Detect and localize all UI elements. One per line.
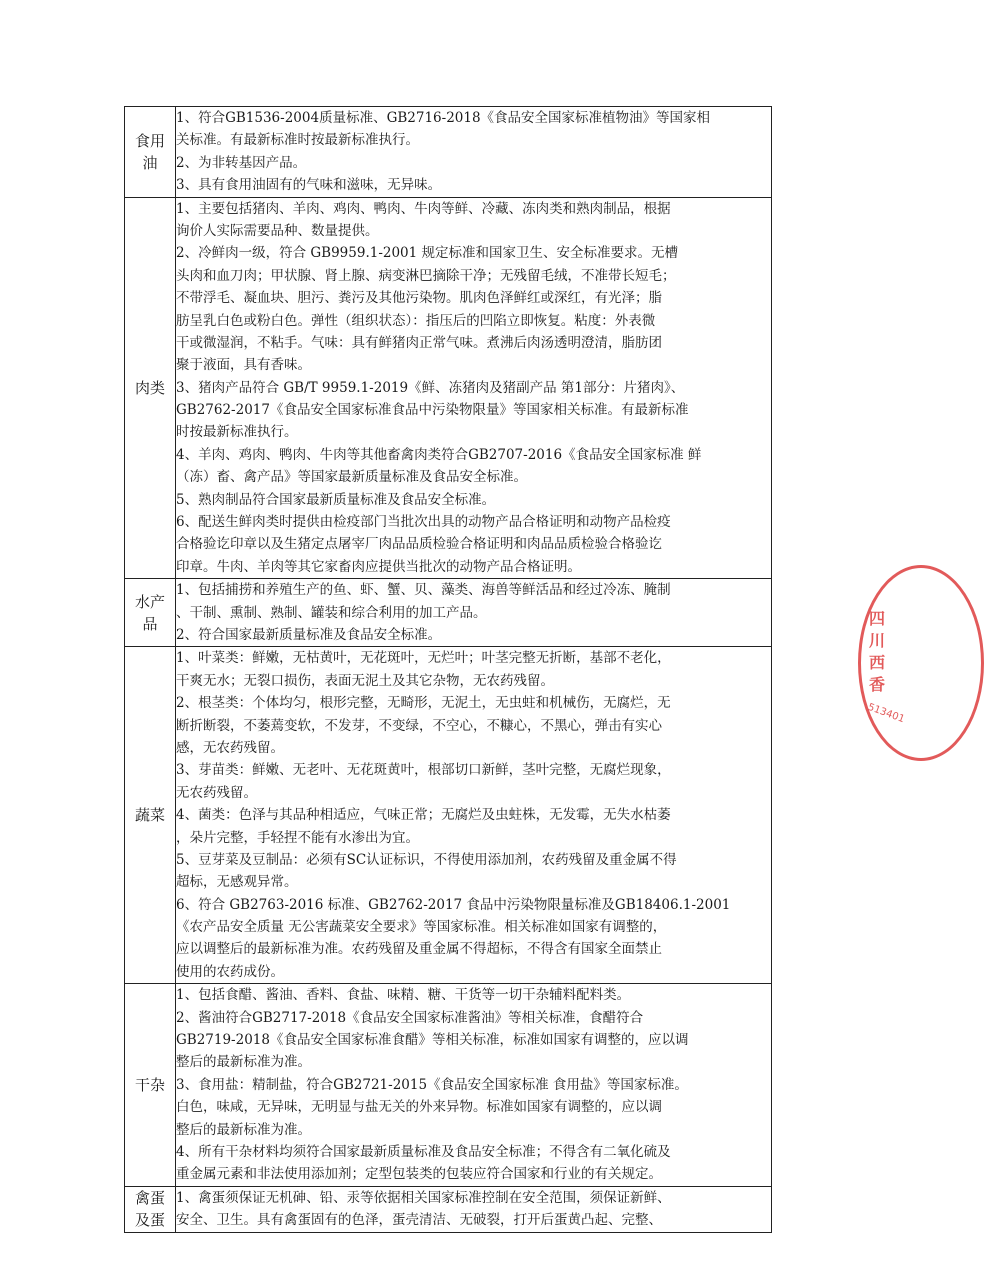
category-label: 及蛋 xyxy=(134,1211,165,1230)
table-row xyxy=(125,579,772,647)
requirement-line: 4、菌类：色泽与其品种相适应，气味正常；无腐烂及虫蛀株，无发霉，无失水枯萎 xyxy=(176,807,671,824)
requirement-line: （冻）畜、禽产品》等国家最新质量标准及食品安全标准。 xyxy=(176,469,527,486)
requirement-line: 3、猪肉产品符合 GB/T 9959.1-2019《鲜、冻猪肉及猪副产品 第1部分：片猪肉》、 xyxy=(176,379,685,396)
requirement-line: 断折断裂，不萎蔫变软，不发芽，不变绿，不空心，不糠心，不黑心，弹击有实心 xyxy=(176,717,662,734)
requirement-line: 2、为非转基因产品。 xyxy=(176,154,307,171)
requirement-line: 超标，无感观异常。 xyxy=(176,874,298,891)
category-cell xyxy=(125,107,176,198)
requirement-line: 1、包括食醋、酱油、香料、食盐、味精、糖、干货等一切干杂辅料配料类。 xyxy=(176,987,631,1004)
requirement-line: 头肉和血刀肉；甲状腺、肾上腺、病变淋巴摘除干净；无残留毛绒，不准带长短毛； xyxy=(176,267,676,284)
requirement-line: 1、包括捕捞和养殖生产的鱼、虾、蟹、贝、藻类、海兽等鲜活品和经过冷冻、腌制 xyxy=(176,582,671,599)
category-label: 干杂 xyxy=(134,1075,165,1094)
requirement-line: 无农药残留。 xyxy=(176,784,257,801)
table-row xyxy=(125,1186,772,1232)
requirement-cell xyxy=(176,984,772,1187)
requirement-line: 6、符合 GB2763-2016 标准、GB2762-2017 食品中污染物限量标准及GB18406.1-2001 xyxy=(176,896,731,913)
requirement-line: 1、符合GB1536-2004质量标准、GB2716-2018《食品安全国家标准植物油》等国家相 xyxy=(176,110,711,126)
category-cell xyxy=(125,197,176,579)
requirement-line: 使用的农药成份。 xyxy=(176,963,284,980)
requirement-line: 4、羊肉、鸡肉、鸭肉、牛肉等其他畜禽肉类符合GB2707-2016《食品安全国家标准 鲜 xyxy=(176,446,702,463)
category-cell xyxy=(125,647,176,984)
requirement-line: 重金属元素和非法使用添加剂；定型包装类的包装应符合国家和行业的有关规定。 xyxy=(176,1166,662,1183)
requirement-cell xyxy=(176,197,772,579)
requirement-line: 1、主要包括猪肉、羊肉、鸡肉、鸭肉、牛肉等鲜、冷藏、冻肉类和熟肉制品，根据 xyxy=(176,200,671,217)
category-label: 蔬菜 xyxy=(134,806,165,825)
requirement-line: 应以调整后的最新标准为准。农药残留及重金属不得超标，不得含有国家全面禁止 xyxy=(176,941,662,958)
category-label: 水产 xyxy=(134,592,165,611)
requirement-line: 肪呈乳白色或粉白色。弹性（组织状态）：指压后的凹陷立即恢复。粘度：外表微 xyxy=(176,312,656,329)
requirement-line: 询价人实际需要品种、数量提供。 xyxy=(176,222,379,239)
category-cell xyxy=(125,1186,176,1232)
table-row xyxy=(125,984,772,1187)
requirement-line: 《农产品安全质量 无公害蔬菜安全要求》等国家标准。相关标准如国家有调整的， xyxy=(176,919,667,936)
requirement-line: 合格验讫印章以及生猪定点屠宰厂肉品品质检验合格证明和肉品品质检验合格验讫 xyxy=(176,536,662,553)
requirement-line: 干爽无水；无裂口损伤，表面无泥土及其它杂物，无农药残留。 xyxy=(176,672,554,689)
category-label: 禽蛋 xyxy=(134,1189,165,1208)
requirement-line: 关标准。有最新标准时按最新标准执行。 xyxy=(176,132,419,149)
requirement-line: 整后的最新标准为准。 xyxy=(176,1054,311,1071)
requirement-line: GB2719-2018《食品安全国家标准食醋》等相关标准，标准如国家有调整的，应以调 xyxy=(176,1032,689,1049)
requirement-line: 不带浮毛、凝血块、胆污、粪污及其他污染物。肌肉色泽鲜红或深红，有光泽；脂 xyxy=(176,290,662,307)
requirement-line: 白色，味咸，无异味，无明显与盐无关的外来异物。标准如国家有调整的，应以调 xyxy=(176,1099,662,1116)
stamp-text: 四川西香 xyxy=(869,609,886,694)
spec-table xyxy=(124,106,772,1233)
category-label: 食用 xyxy=(134,131,165,150)
requirement-line: 3、具有食用油固有的气味和滋味，无异味。 xyxy=(176,177,442,194)
requirement-line: 时按最新标准执行。 xyxy=(176,424,298,441)
requirement-line: 3、芽苗类：鲜嫩、无老叶、无花斑黄叶，根部切口新鲜，茎叶完整，无腐烂现象， xyxy=(176,762,671,779)
requirement-cell xyxy=(176,1186,772,1232)
category-label: 品 xyxy=(142,614,158,633)
requirement-line: 5、熟肉制品符合国家最新质量标准及食品安全标准。 xyxy=(176,491,496,508)
table-row xyxy=(125,107,772,198)
requirement-line: 印章。牛肉、羊肉等其它家畜肉应提供当批次的动物产品合格证明。 xyxy=(176,558,581,575)
requirement-line: 4、所有干杂材料均须符合国家最新质量标准及食品安全标准；不得含有二氧化硫及 xyxy=(176,1143,671,1160)
requirement-line: 5、豆芽菜及豆制品：必须有SC认证标识，不得使用添加剂，农药残留及重金属不得 xyxy=(176,851,677,868)
category-cell xyxy=(125,984,176,1187)
category-label: 肉类 xyxy=(134,378,165,397)
requirement-line: 1、叶菜类：鲜嫩，无枯黄叶，无花斑叶，无烂叶；叶茎完整无折断，基部不老化， xyxy=(176,650,671,667)
requirement-line: 整后的最新标准为准。 xyxy=(176,1121,311,1138)
table-row xyxy=(125,647,772,984)
requirement-line: 、干制、熏制、熟制、罐装和综合利用的加工产品。 xyxy=(176,604,487,621)
requirement-line: 2、符合国家最新质量标准及食品安全标准。 xyxy=(176,626,442,643)
table-row xyxy=(125,197,772,579)
requirement-line: 聚于液面，具有香味。 xyxy=(176,357,311,374)
requirement-line: 3、食用盐：精制盐，符合GB2721-2015《食品安全国家标准 食用盐》等国家标准。 xyxy=(176,1076,688,1093)
requirement-line: 感，无农药残留。 xyxy=(176,739,284,756)
requirement-line: 2、根茎类：个体均匀，根形完整，无畸形，无泥土，无虫蛀和机械伤，无腐烂，无 xyxy=(176,695,671,712)
stamp-number: 513401 xyxy=(866,701,906,726)
requirement-line: 2、冷鲜肉一级，符合 GB9959.1-2001 规定标准和国家卫生、安全标准要求。无槽 xyxy=(176,245,679,262)
requirement-line: GB2762-2017《食品安全国家标准食品中污染物限量》等国家相关标准。有最新标准 xyxy=(176,402,689,419)
requirement-cell xyxy=(176,107,772,198)
category-cell xyxy=(125,579,176,647)
requirement-cell xyxy=(176,647,772,984)
spec-table-body xyxy=(125,107,772,1233)
requirement-line: 干或微湿润，不粘手。气味：具有鲜猪肉正常气味。煮沸后肉汤透明澄清，脂肪团 xyxy=(176,334,662,351)
requirement-line: 安全、卫生。具有禽蛋固有的色泽，蛋壳清洁、无破裂，打开后蛋黄凸起、完整、 xyxy=(176,1212,662,1229)
requirement-cell xyxy=(176,579,772,647)
requirement-line: 1、禽蛋须保证无机砷、铅、汞等依据相关国家标准控制在安全范围，须保证新鲜、 xyxy=(176,1189,671,1206)
requirement-line: 6、配送生鲜肉类时提供由检疫部门当批次出具的动物产品合格证明和动物产品检疫 xyxy=(176,514,671,531)
category-label: 油 xyxy=(142,153,158,172)
requirement-line: 2、酱油符合GB2717-2018《食品安全国家标准酱油》等相关标准，食醋符合 xyxy=(176,1009,644,1026)
red-seal-stamp xyxy=(858,565,984,761)
requirement-line: ，朵片完整，手轻捏不能有水渗出为宜。 xyxy=(176,829,419,846)
